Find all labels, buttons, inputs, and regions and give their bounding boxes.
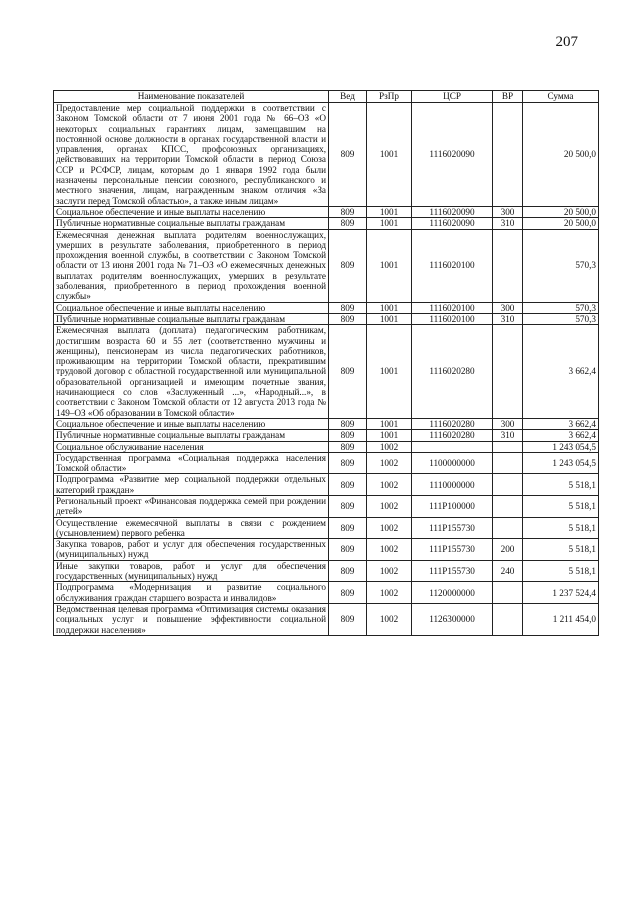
- table-row: [54, 418, 599, 429]
- cell-rzpr: 1001: [367, 229, 412, 302]
- cell-rzpr: 1001: [367, 418, 412, 429]
- cell-rzpr: 1002: [367, 560, 412, 582]
- cell-csr: 1116020090: [412, 218, 493, 229]
- cell-name: Социальное обеспечение и иные выплаты населению: [54, 206, 329, 217]
- cell-sum: 1 237 524,4: [523, 582, 599, 604]
- cell-sum: 5 518,1: [523, 539, 599, 561]
- cell-name: Государственная программа «Социальная поддержка населения Томской области»: [54, 452, 329, 474]
- cell-rzpr: 1002: [367, 539, 412, 561]
- cell-ved: 809: [329, 218, 367, 229]
- cell-rzpr: 1002: [367, 441, 412, 452]
- cell-ved: 809: [329, 603, 367, 635]
- page-number: 207: [555, 34, 578, 50]
- cell-sum: 570,3: [523, 229, 599, 302]
- cell-sum: 570,3: [523, 313, 599, 324]
- cell-name: Подпрограмма «Модернизация и развитие социального обслуживания граждан старшего возраста и инвалидов»: [54, 582, 329, 604]
- cell-ved: 809: [329, 517, 367, 539]
- cell-sum: 5 518,1: [523, 517, 599, 539]
- cell-rzpr: 1002: [367, 582, 412, 604]
- cell-vr: [493, 582, 523, 604]
- cell-rzpr: 1002: [367, 517, 412, 539]
- table-row: [54, 539, 599, 561]
- cell-ved: 809: [329, 539, 367, 561]
- table-row: [54, 495, 599, 517]
- table-row: [54, 229, 599, 302]
- cell-sum: 3 662,4: [523, 430, 599, 441]
- cell-rzpr: 1002: [367, 603, 412, 635]
- cell-sum: 20 500,0: [523, 206, 599, 217]
- cell-sum: 3 662,4: [523, 325, 599, 419]
- cell-name: Публичные нормативные социальные выплаты гражданам: [54, 430, 329, 441]
- cell-name: Публичные нормативные социальные выплаты гражданам: [54, 313, 329, 324]
- cell-vr: [493, 495, 523, 517]
- cell-csr: 111P155730: [412, 517, 493, 539]
- cell-csr: 111P155730: [412, 539, 493, 561]
- table-row: [54, 206, 599, 217]
- table-row: [54, 325, 599, 419]
- cell-rzpr: 1001: [367, 325, 412, 419]
- cell-vr: [493, 517, 523, 539]
- cell-sum: 1 211 454,0: [523, 603, 599, 635]
- cell-csr: 1100000000: [412, 452, 493, 474]
- cell-vr: [493, 474, 523, 496]
- cell-name: Ведомственная целевая программа «Оптимизация системы оказания социальных услуг и повышение эффективности социальной поддержки населения»: [54, 603, 329, 635]
- cell-name: Ежемесячная денежная выплата родителям военнослужащих, умерших в результате заболевания, приобретенного в период прохождения военной службы, в соответствии с Законом Томской области от 13 июня 2001 года № 71–ОЗ «О ежемесячных денежных выплатах родителям военнослужащих, умерших в результате заболевания, приобретенного в период прохождения военной службы»: [54, 229, 329, 302]
- cell-ved: 809: [329, 582, 367, 604]
- cell-name: Предоставление мер социальной поддержки в соответствии с Законом Томской области от 7 июня 2001 года № 66–ОЗ «О некоторых социальных гарантиях лицам, замещавшим на постоянной основе должности в органах государственной власти и управления, органах КПСС, профсоюзных организациях, действовавших на территории Томской области в период Союза ССР и РСФСР, лицам, которым до 1 января 1992 года были назначены персональные пенсии союзного, республиканского и местного значения, лицам, награжденным знаком отличия «За заслуги перед Томской областью», а также иным лицам»: [54, 103, 329, 207]
- cell-name: Социальное обслуживание населения: [54, 441, 329, 452]
- cell-sum: 570,3: [523, 302, 599, 313]
- cell-vr: 300: [493, 302, 523, 313]
- cell-ved: 809: [329, 560, 367, 582]
- cell-vr: 310: [493, 218, 523, 229]
- header-sum: Сумма: [523, 91, 599, 103]
- cell-rzpr: 1002: [367, 474, 412, 496]
- cell-sum: 5 518,1: [523, 560, 599, 582]
- cell-ved: 809: [329, 325, 367, 419]
- cell-rzpr: 1002: [367, 495, 412, 517]
- cell-ved: 809: [329, 418, 367, 429]
- cell-csr: 1116020280: [412, 418, 493, 429]
- cell-csr: 1116020280: [412, 430, 493, 441]
- cell-name: Закупка товаров, работ и услуг для обеспечения государственных (муниципальных) нужд: [54, 539, 329, 561]
- cell-vr: 200: [493, 539, 523, 561]
- cell-rzpr: 1002: [367, 452, 412, 474]
- cell-sum: 1 243 054,5: [523, 452, 599, 474]
- cell-rzpr: 1001: [367, 302, 412, 313]
- cell-csr: 1116020090: [412, 206, 493, 217]
- cell-ved: 809: [329, 313, 367, 324]
- table-row: [54, 103, 599, 207]
- header-name: Наименование показателей: [54, 91, 329, 103]
- cell-ved: 809: [329, 474, 367, 496]
- cell-ved: 809: [329, 229, 367, 302]
- cell-vr: [493, 452, 523, 474]
- cell-name: Осуществление ежемесячной выплаты в связи с рождением (усыновлением) первого ребенка: [54, 517, 329, 539]
- cell-ved: 809: [329, 206, 367, 217]
- cell-name: Региональный проект «Финансовая поддержка семей при рождении детей»: [54, 495, 329, 517]
- cell-ved: 809: [329, 495, 367, 517]
- cell-rzpr: 1001: [367, 218, 412, 229]
- header-rzpr: РзПр: [367, 91, 412, 103]
- cell-rzpr: 1001: [367, 206, 412, 217]
- cell-ved: 809: [329, 430, 367, 441]
- table-row: [54, 560, 599, 582]
- cell-sum: 3 662,4: [523, 418, 599, 429]
- table-header-row: [54, 91, 599, 103]
- cell-name: Иные закупки товаров, работ и услуг для обеспечения государственных (муниципальных) нужд: [54, 560, 329, 582]
- cell-csr: 1110000000: [412, 474, 493, 496]
- cell-ved: 809: [329, 302, 367, 313]
- cell-sum: 5 518,1: [523, 474, 599, 496]
- cell-vr: 240: [493, 560, 523, 582]
- cell-sum: 5 518,1: [523, 495, 599, 517]
- cell-vr: 310: [493, 313, 523, 324]
- header-ved: Вед: [329, 91, 367, 103]
- table-row: [54, 582, 599, 604]
- cell-name: Ежемесячная выплата (доплата) педагогическим работникам, достигшим возраста 60 и 55 лет (соответственно мужчины и женщины), пенсионерам из числа педагогических работников, проживающим на территории Томской области, прекратившим трудовой договор с областной государственной или муниципальной образовательной организацией и имеющим почетные звания, начинающиеся со слов «Заслуженный ...», «Народный...», в соответствии с Законом Томской области от 12 августа 2013 года № 149–ОЗ «Об образовании в Томской области»: [54, 325, 329, 419]
- table-row: [54, 302, 599, 313]
- cell-csr: 1120000000: [412, 582, 493, 604]
- cell-rzpr: 1001: [367, 103, 412, 207]
- cell-vr: [493, 441, 523, 452]
- table-row: [54, 218, 599, 229]
- table-row: [54, 474, 599, 496]
- header-csr: ЦСР: [412, 91, 493, 103]
- cell-name: Подпрограмма «Развитие мер социальной поддержки отдельных категорий граждан»: [54, 474, 329, 496]
- cell-name: Социальное обеспечение и иные выплаты населению: [54, 418, 329, 429]
- cell-csr: 1116020280: [412, 325, 493, 419]
- table-row: [54, 441, 599, 452]
- cell-vr: 300: [493, 206, 523, 217]
- cell-vr: [493, 325, 523, 419]
- cell-rzpr: 1001: [367, 430, 412, 441]
- cell-ved: 809: [329, 441, 367, 452]
- cell-name: Социальное обеспечение и иные выплаты населению: [54, 302, 329, 313]
- cell-csr: 1116020100: [412, 302, 493, 313]
- cell-ved: 809: [329, 452, 367, 474]
- table-row: [54, 517, 599, 539]
- budget-table: [53, 90, 599, 636]
- cell-sum: 1 243 054,5: [523, 441, 599, 452]
- cell-csr: 111P100000: [412, 495, 493, 517]
- cell-csr: 1116020100: [412, 313, 493, 324]
- table-row: [54, 603, 599, 635]
- cell-csr: [412, 441, 493, 452]
- cell-csr: 111P155730: [412, 560, 493, 582]
- cell-csr: 1116020090: [412, 103, 493, 207]
- table-row: [54, 313, 599, 324]
- table-row: [54, 452, 599, 474]
- cell-csr: 1116020100: [412, 229, 493, 302]
- table-row: [54, 430, 599, 441]
- cell-vr: 310: [493, 430, 523, 441]
- cell-vr: [493, 103, 523, 207]
- cell-vr: 300: [493, 418, 523, 429]
- cell-sum: 20 500,0: [523, 218, 599, 229]
- header-vr: ВР: [493, 91, 523, 103]
- cell-sum: 20 500,0: [523, 103, 599, 207]
- cell-ved: 809: [329, 103, 367, 207]
- cell-vr: [493, 229, 523, 302]
- cell-name: Публичные нормативные социальные выплаты гражданам: [54, 218, 329, 229]
- cell-rzpr: 1001: [367, 313, 412, 324]
- cell-vr: [493, 603, 523, 635]
- cell-csr: 1126300000: [412, 603, 493, 635]
